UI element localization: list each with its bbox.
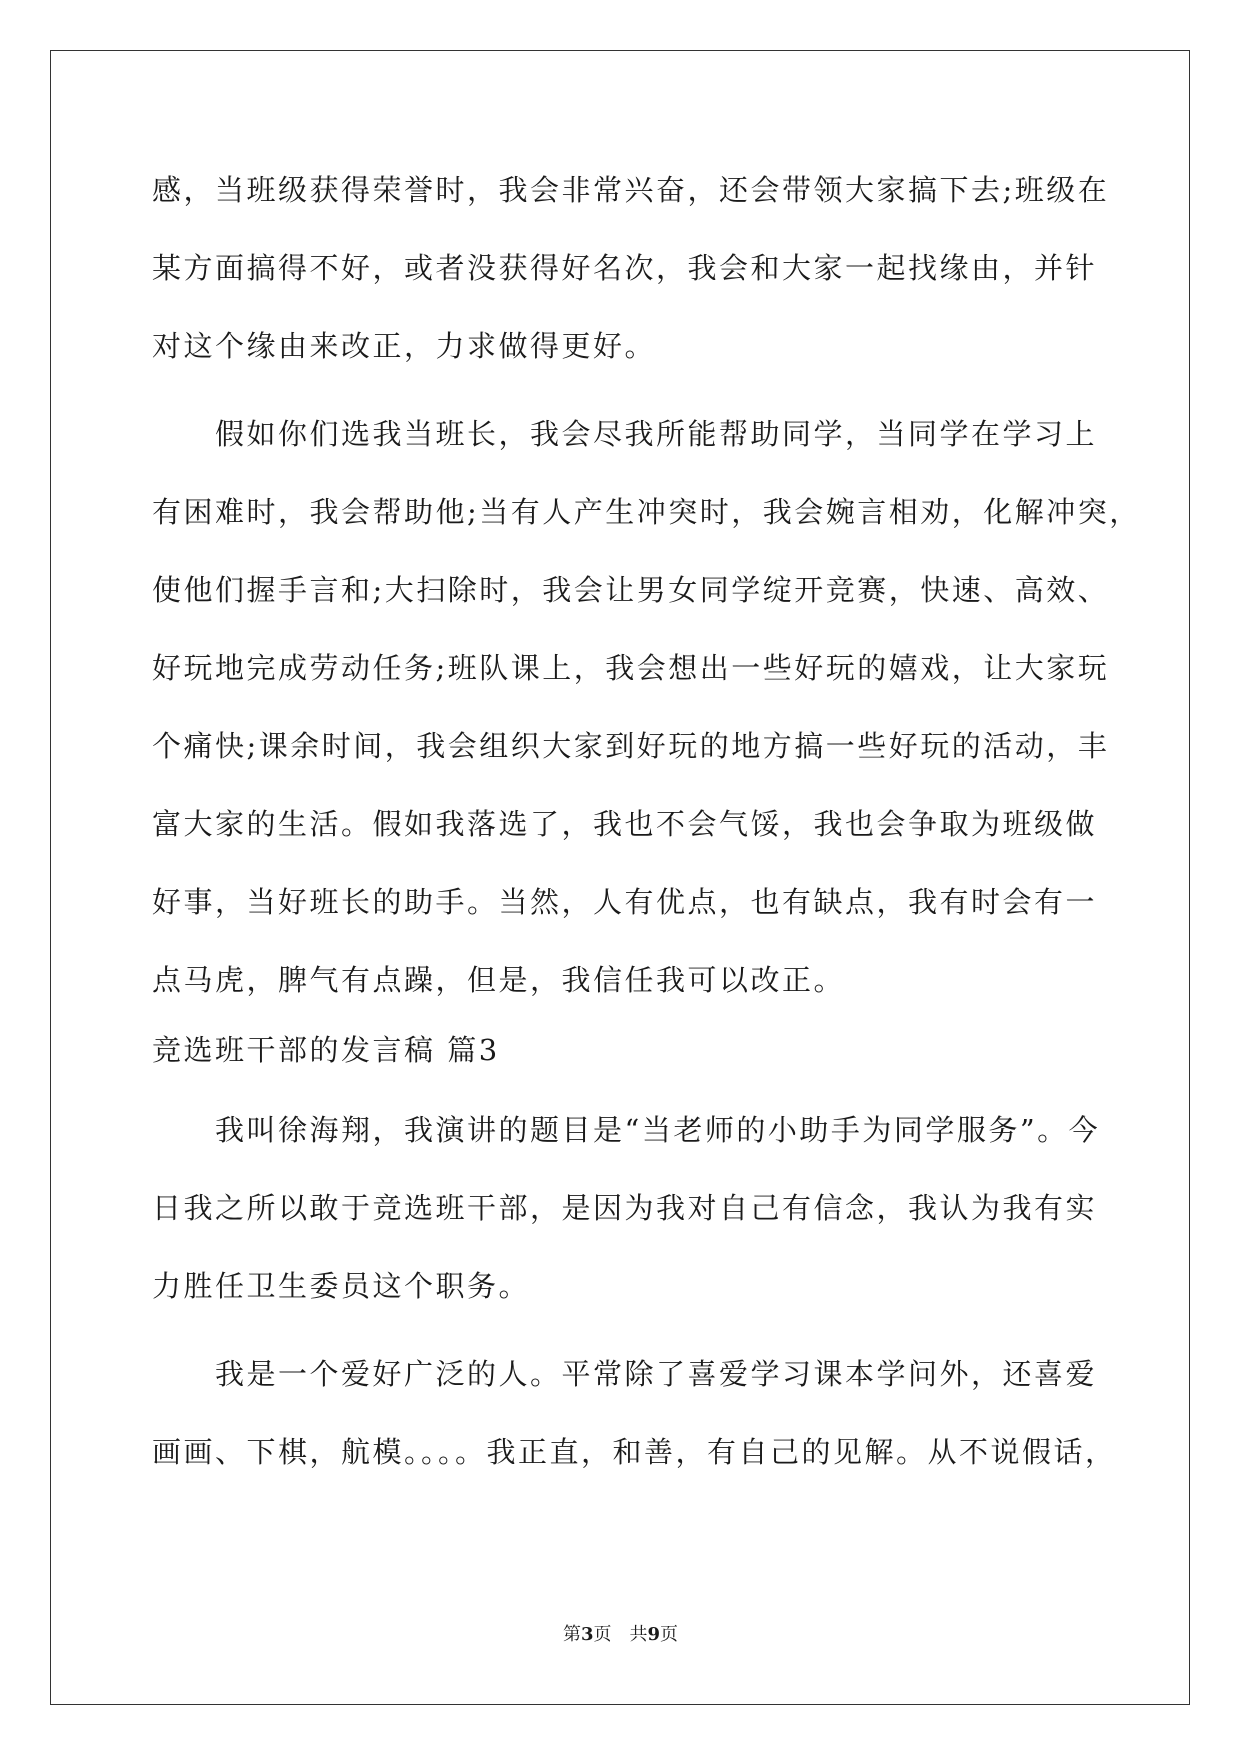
footer-mid: 页 共: [593, 1624, 648, 1645]
text-line: 我是一个爱好广泛的人。平常除了喜爱学习课本学问外，还喜爱: [152, 1357, 1098, 1391]
footer-suffix: 页: [660, 1624, 679, 1645]
footer-prefix: 第: [562, 1624, 581, 1645]
text-line: 对这个缘由来改正，力求做得更好。: [152, 329, 657, 363]
current-page-number: 3: [580, 1624, 594, 1645]
text-line: 点马虎，脾气有点躁，但是，我信任我可以改正。: [152, 963, 846, 997]
text-line: 有困难时，我会帮助他;当有人产生冲突时，我会婉言相劝，化解冲突，: [152, 495, 1141, 529]
section-heading: 竞选班干部的发言稿 篇3: [152, 1033, 500, 1067]
text-line: 个痛快;课余时间，我会组织大家到好玩的地方搞一些好玩的活动，丰: [152, 729, 1110, 763]
text-line: 富大家的生活。假如我落选了，我也不会气馁，我也会争取为班级做: [152, 807, 1098, 841]
text-line: 好事，当好班长的助手。当然，人有优点，也有缺点，我有时会有一: [152, 885, 1098, 919]
text-line: 日我之所以敢于竞选班干部，是因为我对自己有信念，我认为我有实: [152, 1191, 1098, 1225]
page-footer: [0, 1620, 1241, 1646]
text-line: 感，当班级获得荣誉时，我会非常兴奋，还会带领大家搞下去;班级在: [152, 173, 1110, 207]
text-line: 使他们握手言和;大扫除时，我会让男女同学绽开竞赛，快速、高效、: [152, 573, 1110, 607]
total-pages-number: 9: [647, 1624, 661, 1645]
text-line: 假如你们选我当班长，我会尽我所能帮助同学，当同学在学习上: [152, 417, 1098, 451]
text-line: 画画、下棋，航模。。。。我正直，和善，有自己的见解。从不说假话，: [152, 1435, 1117, 1469]
text-line: 某方面搞得不好，或者没获得好名次，我会和大家一起找缘由，并针: [152, 251, 1098, 285]
text-line: 我叫徐海翔，我演讲的题目是“当老师的小助手为同学服务”。今: [152, 1113, 1101, 1147]
text-line: 力胜任卫生委员这个职务。: [152, 1269, 531, 1303]
text-line: 好玩地完成劳动任务;班队课上，我会想出一些好玩的嬉戏，让大家玩: [152, 651, 1110, 685]
